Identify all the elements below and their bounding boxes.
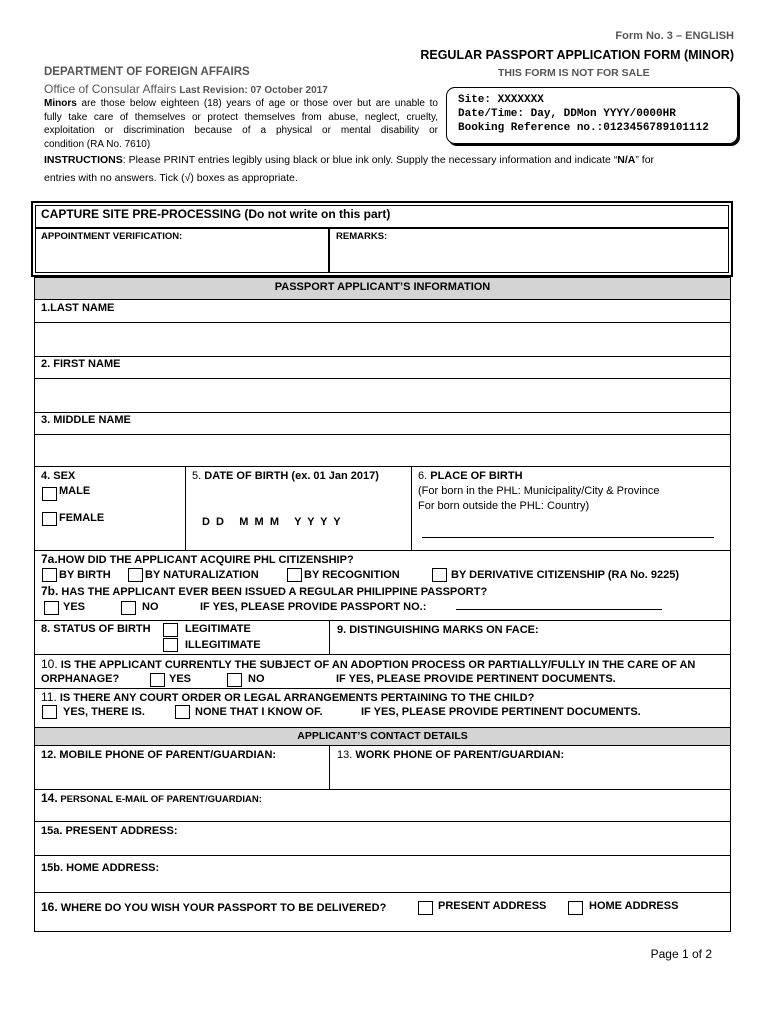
female-label: FEMALE <box>59 512 105 524</box>
by-recognition-label: BY RECOGNITION <box>304 569 400 581</box>
delivery-question: 16. WHERE DO YOU WISH YOUR PASSPORT TO BE DELIVERED? <box>41 900 387 914</box>
legitimate-checkbox[interactable] <box>163 623 178 637</box>
email-label: 14. PERSONAL E-MAIL OF PARENT/GUARDIAN: <box>41 791 262 805</box>
date-of-birth-format[interactable]: D D M M M Y Y Y Y <box>202 516 341 528</box>
deliver-home-address-checkbox[interactable] <box>568 901 583 915</box>
mobile-phone-label: 12. MOBILE PHONE OF PARENT/GUARDIAN: <box>41 749 277 761</box>
home-address-field[interactable] <box>35 876 730 890</box>
not-for-sale-note: THIS FORM IS NOT FOR SALE <box>498 67 650 79</box>
passport-no-label: NO <box>142 601 159 613</box>
last-name-label: 1.LAST NAME <box>41 302 115 314</box>
capture-site-title: CAPTURE SITE PRE-PROCESSING (Do not write on this part) <box>41 207 391 221</box>
by-naturalization-checkbox[interactable] <box>128 568 143 582</box>
legitimate-label: LEGITIMATE <box>185 623 251 635</box>
minors-definition: Minors are those below eighteen (18) years of age or those over but are unable to fully take care of themselves or protect themselves from abuse, neglect, cruelty, exploitation or discrimination because of a physical or mental disability or condition (RA No. 7610) <box>44 98 438 150</box>
appointment-datetime: Date/Time: Day, DDMon YYYY/0000HR <box>458 108 676 120</box>
contact-section-title: APPLICANT’S CONTACT DETAILS <box>297 730 468 742</box>
q11-label: 11. IS THERE ANY COURT ORDER OR LEGAL ARRANGEMENTS PERTAINING TO THE CHILD? <box>41 690 535 704</box>
court-order-yes-checkbox[interactable] <box>42 705 57 719</box>
male-label: MALE <box>59 485 91 497</box>
department-name: DEPARTMENT OF FOREIGN AFFAIRS <box>44 66 250 78</box>
booking-reference: Booking Reference no.:0123456789101112 <box>458 122 709 134</box>
by-naturalization-label: BY NATURALIZATION <box>145 569 259 581</box>
site-id: Site: XXXXXXX <box>458 94 544 106</box>
page-number: Page 1 of 2 <box>650 947 712 961</box>
place-of-birth-hint-phl: (For born in the PHL: Municipality/City & Province <box>418 485 660 497</box>
first-name-label: 2. FIRST NAME <box>41 358 121 370</box>
deliver-present-address-checkbox[interactable] <box>418 901 433 915</box>
court-order-none-checkbox[interactable] <box>175 705 190 719</box>
middle-name-label: 3. MIDDLE NAME <box>41 414 131 426</box>
q10-label: 10. IS THE APPLICANT CURRENTLY THE SUBJECT OF AN ADOPTION PROCESS OR PARTIALLY/FULLY IN THE CARE OF AN <box>41 657 696 671</box>
office-line: Office of Consular Affairs Last Revision: 07 October 2017 <box>44 82 328 96</box>
distinguishing-marks-field[interactable] <box>330 638 730 653</box>
work-phone-label: 13. WORK PHONE OF PARENT/GUARDIAN: <box>337 749 565 761</box>
work-phone-field[interactable] <box>331 763 730 788</box>
form-title: REGULAR PASSPORT APPLICATION FORM (MINOR) <box>420 48 734 62</box>
by-derivative-checkbox[interactable] <box>432 568 447 582</box>
passport-yes-label: YES <box>63 601 86 613</box>
deliver-home-address-label: HOME ADDRESS <box>589 900 679 912</box>
adoption-no-checkbox[interactable] <box>227 673 242 687</box>
present-address-label: 15a. PRESENT ADDRESS: <box>41 825 178 837</box>
date-of-birth-label: 5. DATE OF BIRTH (ex. 01 Jan 2017) <box>192 470 379 482</box>
form-number: Form No. 3 – ENGLISH <box>615 30 734 42</box>
court-order-none-label: NONE THAT I KNOW OF. <box>195 706 323 718</box>
adoption-no-label: NO <box>248 673 265 685</box>
court-order-yes-label: YES, THERE IS. <box>63 706 145 718</box>
instructions: INSTRUCTIONS: Please PRINT entries legibly using black or blue ink only. Supply the necessary information and indicate “N/A” for entries with no answers. Tick (√) boxes as appropriate. <box>44 154 655 184</box>
illegitimate-label: ILLEGITIMATE <box>185 639 261 651</box>
deliver-present-address-label: PRESENT ADDRESS <box>438 900 547 912</box>
status-of-birth-label: 8. STATUS OF BIRTH <box>41 623 151 635</box>
by-recognition-checkbox[interactable] <box>287 568 302 582</box>
sex-label: 4. SEX <box>41 470 76 482</box>
illegitimate-checkbox[interactable] <box>163 638 178 652</box>
passport-yes-checkbox[interactable] <box>44 601 59 615</box>
q7b-label: 7b. HAS THE APPLICANT EVER BEEN ISSUED A REGULAR PHILIPPINE PASSPORT? <box>41 584 488 598</box>
by-derivative-label: BY DERIVATIVE CITIZENSHIP (RA No. 9225) <box>451 569 679 581</box>
q7a-label: 7a.HOW DID THE APPLICANT ACQUIRE PHL CITIZENSHIP? <box>41 552 354 566</box>
adoption-note: IF YES, PLEASE PROVIDE PERTINENT DOCUMENTS. <box>336 673 616 685</box>
female-checkbox[interactable] <box>42 512 57 526</box>
middle-name-field[interactable] <box>35 435 730 466</box>
remarks-label: REMARKS: <box>336 231 388 242</box>
passport-number-label: IF YES, PLEASE PROVIDE PASSPORT NO.: <box>200 601 427 613</box>
place-of-birth-label: 6. PLACE OF BIRTH <box>418 470 523 482</box>
mobile-phone-field[interactable] <box>35 763 328 788</box>
first-name-field[interactable] <box>35 379 730 412</box>
passport-number-field[interactable] <box>456 609 662 610</box>
by-birth-checkbox[interactable] <box>42 568 57 582</box>
passport-no-checkbox[interactable] <box>121 601 136 615</box>
booking-site-box <box>446 87 738 144</box>
home-address-label: 15b. HOME ADDRESS: <box>41 862 160 874</box>
place-of-birth-hint-abroad: For born outside the PHL: Country) <box>418 500 590 512</box>
last-name-field[interactable] <box>35 323 730 356</box>
male-checkbox[interactable] <box>42 487 57 501</box>
by-birth-label: BY BIRTH <box>59 569 111 581</box>
place-of-birth-field[interactable] <box>422 537 714 538</box>
court-order-note: IF YES, PLEASE PROVIDE PERTINENT DOCUMENTS. <box>361 706 641 718</box>
appointment-verification-label: APPOINTMENT VERIFICATION: <box>41 231 183 242</box>
distinguishing-marks-label: 9. DISTINGUISHING MARKS ON FACE: <box>337 624 539 636</box>
present-address-field[interactable] <box>35 840 730 854</box>
applicant-section-title: PASSPORT APPLICANT’S INFORMATION <box>274 281 491 293</box>
adoption-yes-label: YES <box>169 673 192 685</box>
adoption-yes-checkbox[interactable] <box>150 673 165 687</box>
email-field[interactable] <box>35 806 730 820</box>
q10-label-line2: ORPHANAGE? <box>41 673 120 685</box>
